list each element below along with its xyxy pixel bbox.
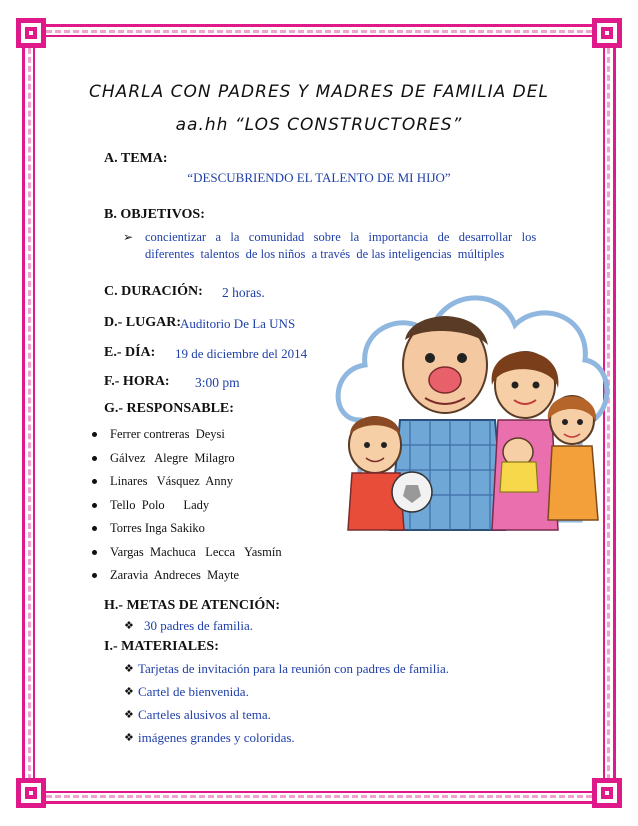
diamond-bullet-icon: ❖ bbox=[124, 732, 134, 744]
diamond-bullet-icon: ❖ bbox=[124, 709, 134, 721]
materials-list bbox=[124, 661, 449, 753]
family-illustration bbox=[330, 270, 610, 540]
bullet-dot-icon bbox=[92, 526, 97, 531]
list-item: ❖ imágenes grandes y coloridas. bbox=[124, 730, 295, 745]
bullet-dot-icon bbox=[92, 503, 97, 508]
document-title-line2: aa.hh “LOS CONSTRUCTORES” bbox=[175, 115, 463, 135]
bullet-dot-icon bbox=[92, 456, 97, 461]
responsible-list bbox=[92, 427, 282, 592]
list-item: Gálvez Alegre Milagro bbox=[92, 451, 282, 475]
list-item: Tello Polo Lady bbox=[92, 498, 282, 522]
section-e-value: 19 de diciembre del 2014 bbox=[175, 346, 308, 361]
section-b-line2: diferentes talentos de los niños a través de las inteligencias múltiples bbox=[145, 247, 505, 261]
bullet-dot-icon bbox=[92, 573, 97, 578]
section-a-value: “DESCUBRIENDO EL TALENTO DE MI HIJO” bbox=[187, 170, 451, 185]
goals-list bbox=[124, 618, 253, 634]
section-a-label: A. TEMA: bbox=[104, 151, 168, 166]
section-b-line1: concientizar a la comunidad sobre la importancia de desarrollar los bbox=[145, 230, 537, 244]
list-item: Torres Inga Sakiko bbox=[92, 521, 282, 545]
corner-ornament-icon bbox=[14, 16, 48, 50]
diamond-bullet-icon: ❖ bbox=[124, 620, 134, 632]
list-item: Linares Vásquez Anny bbox=[92, 474, 282, 498]
list-item: ❖ Cartel de bienvenida. bbox=[124, 684, 249, 699]
section-h-label: H.- METAS DE ATENCIÓN: bbox=[104, 598, 281, 613]
corner-ornament-icon bbox=[590, 776, 624, 810]
list-item: ❖ Tarjetas de invitación para la reunión con padres de familia. bbox=[124, 661, 449, 676]
bullet-dot-icon bbox=[92, 432, 97, 437]
corner-ornament-icon bbox=[14, 776, 48, 810]
section-b-label: B. OBJETIVOS: bbox=[104, 207, 205, 222]
document-title-line1: CHARLA CON PADRES Y MADRES DE FAMILIA DEL bbox=[89, 82, 549, 102]
list-item: Vargas Machuca Lecca Yasmín bbox=[92, 545, 282, 569]
bullet-dot-icon bbox=[92, 479, 97, 484]
section-i-label: I.- MATERIALES: bbox=[104, 639, 219, 654]
arrow-bullet-icon: ➢ bbox=[123, 230, 134, 244]
list-item: Ferrer contreras Deysi bbox=[92, 427, 282, 451]
section-f-value: 3:00 pm bbox=[195, 375, 240, 390]
list-item: Zaravia Andreces Mayte bbox=[92, 568, 282, 592]
section-g-label: G.- RESPONSABLE: bbox=[104, 401, 234, 416]
section-c-value: 2 horas. bbox=[222, 285, 265, 300]
bullet-dot-icon bbox=[92, 550, 97, 555]
section-d-label: D.- LUGAR: bbox=[104, 315, 181, 330]
list-item: ❖ Carteles alusivos al tema. bbox=[124, 707, 271, 722]
section-f-label: F.- HORA: bbox=[104, 374, 170, 389]
section-c-label: C. DURACIÓN: bbox=[104, 284, 203, 299]
corner-ornament-icon bbox=[590, 16, 624, 50]
diamond-bullet-icon: ❖ bbox=[124, 663, 134, 675]
diamond-bullet-icon: ❖ bbox=[124, 686, 134, 698]
section-d-value: Auditorio De La UNS bbox=[180, 316, 296, 331]
section-e-label: E.- DÍA: bbox=[104, 345, 156, 360]
list-item: ❖ 30 padres de familia. bbox=[124, 618, 254, 633]
